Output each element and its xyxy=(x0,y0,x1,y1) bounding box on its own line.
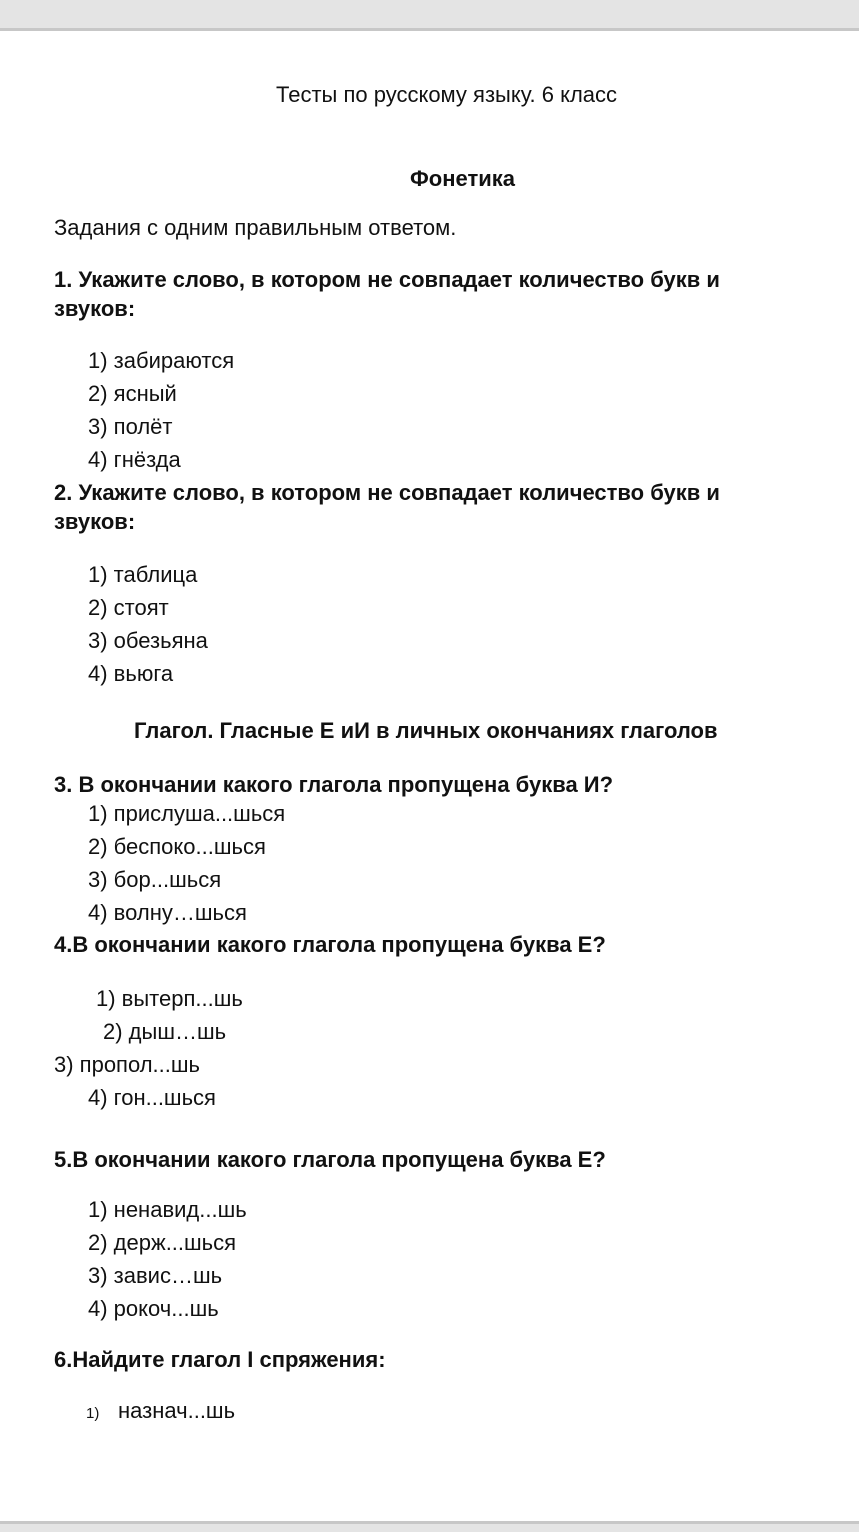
question-4-option: 4) гон...шься xyxy=(88,1085,216,1110)
instructions-text: Задания с одним правильным ответом. xyxy=(54,215,457,240)
question-1-option: 1) забираются xyxy=(88,348,235,373)
question-3-option: 2) беспоко...шься xyxy=(88,834,266,859)
question-4-option: 3) пропол...шь xyxy=(54,1052,201,1077)
question-1-text: 1. Укажите слово, в котором не совпадает количество букв и xyxy=(54,267,720,292)
question-2-option: 3) обезьяна xyxy=(88,628,208,653)
question-1-option: 2) ясный xyxy=(88,381,177,406)
question-5-option: 4) рокоч...шь xyxy=(88,1296,219,1321)
question-6-option: назнач...шь xyxy=(118,1398,236,1423)
question-4-text: 4.В окончании какого глагола пропущена буква Е? xyxy=(54,932,606,957)
question-6-option-number: 1) xyxy=(86,1405,100,1422)
question-4-option: 2) дыш…шь xyxy=(103,1019,227,1044)
question-5-option: 1) ненавид...шь xyxy=(88,1197,247,1222)
question-4-option: 1) вытерп...шь xyxy=(96,986,243,1011)
section-heading-verbs: Глагол. Гласные Е иИ в личных окончаниях глаголов xyxy=(134,718,718,743)
question-3-option: 3) бор...шься xyxy=(88,867,222,892)
section-heading-phonetics: Фонетика xyxy=(410,166,515,191)
question-6-text: 6.Найдите глагол I спряжения: xyxy=(54,1347,386,1372)
question-2-option: 1) таблица xyxy=(88,562,198,587)
question-5-option: 3) завис…шь xyxy=(88,1263,223,1288)
top-toolbar xyxy=(0,0,859,28)
question-5-option: 2) держ...шься xyxy=(88,1230,237,1255)
question-1-option: 3) полёт xyxy=(88,414,173,439)
question-5-text: 5.В окончании какого глагола пропущена буква Е? xyxy=(54,1147,606,1172)
question-2-option: 2) стоят xyxy=(88,595,169,620)
document-title: Тесты по русскому языку. 6 класс xyxy=(276,82,618,107)
question-2-text: 2. Укажите слово, в котором не совпадает количество букв и xyxy=(54,480,720,505)
question-3-option: 4) волну…шься xyxy=(88,900,247,925)
question-2-option: 4) вьюга xyxy=(88,661,174,686)
question-1-text-cont: звуков: xyxy=(54,296,136,321)
question-2-text-cont: звуков: xyxy=(54,509,136,534)
question-3-text: 3. В окончании какого глагола пропущена буква И? xyxy=(54,772,614,797)
question-3-option: 1) прислуша...шься xyxy=(88,801,286,826)
question-1-option: 4) гнёзда xyxy=(88,447,181,472)
bottom-toolbar xyxy=(0,1524,859,1532)
